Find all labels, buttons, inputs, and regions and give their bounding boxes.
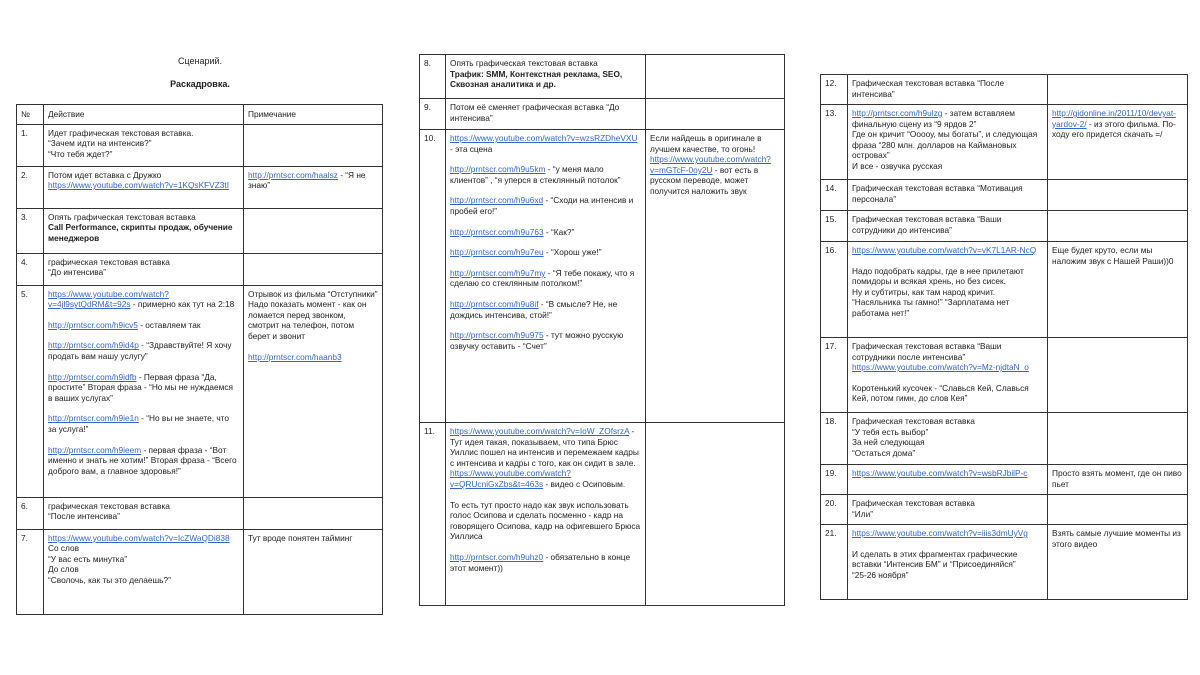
text: - “В смысле? Не, не дождись интенсива, стой!” xyxy=(450,298,618,320)
paragraph xyxy=(450,164,641,185)
text: - “Сходи на интенсив и пробей его!” xyxy=(450,195,634,216)
paragraph xyxy=(852,214,1043,235)
table-row xyxy=(17,497,383,529)
table-row xyxy=(821,465,1188,495)
paragraph xyxy=(650,133,780,154)
note-cell xyxy=(244,124,383,166)
table-row xyxy=(420,130,785,423)
paragraph-gap xyxy=(852,539,1043,549)
url-link[interactable]: http://prntscr.com/h9u7eu xyxy=(450,247,544,258)
paragraph xyxy=(248,299,378,341)
text: Опять графическая текстовая вставка xyxy=(450,58,598,68)
url-link[interactable]: http://prntscr.com/h9u8if xyxy=(450,298,539,309)
row-number: 15. xyxy=(821,211,848,242)
note-cell xyxy=(244,529,383,614)
action-cell xyxy=(44,497,244,529)
table-row xyxy=(420,55,785,99)
row-number: 14. xyxy=(821,180,848,211)
action-cell xyxy=(848,338,1048,413)
text: И сделать в этих фрагментах графические вставки “Интенсив БМ” и “Присоединяйся” xyxy=(852,548,1018,570)
table-row xyxy=(821,495,1188,525)
action-cell xyxy=(446,130,646,423)
row-number: 7. xyxy=(17,529,44,614)
paragraph-gap xyxy=(450,289,641,299)
row-number: 6. xyxy=(17,497,44,529)
text: “Что тебя ждет?” xyxy=(48,148,113,159)
table-row xyxy=(821,338,1188,413)
text: И все - озвучка русская xyxy=(852,160,943,171)
paragraph xyxy=(450,330,641,351)
url-link[interactable]: http://prntscr.com/h9u975 xyxy=(450,330,544,341)
note-cell xyxy=(244,285,383,497)
text: Графическая текстовая вставка “После интенсива” xyxy=(852,78,1005,99)
text: Графическая текстовая вставка “Ваши сотрудники до интенсива” xyxy=(852,214,1002,235)
bold-text: Трафик: SMM, Контекстная реклама, SEO, Сквозная аналитика и др. xyxy=(450,68,623,90)
note-cell xyxy=(646,99,785,130)
action-cell xyxy=(848,495,1048,525)
row-number: 11. xyxy=(420,423,446,606)
document-page-3 xyxy=(805,0,1200,675)
text: Потом идет вставка с Дружко xyxy=(48,169,162,180)
paragraph xyxy=(450,58,641,69)
paragraph xyxy=(48,413,239,434)
text: “Зачем идти на интенсив?” xyxy=(48,138,152,149)
paragraph xyxy=(48,128,239,139)
text: “Или” xyxy=(852,508,873,519)
row-number: 18. xyxy=(821,413,848,465)
paragraph xyxy=(450,247,641,258)
text: - “Я не знаю” xyxy=(248,169,366,191)
paragraph xyxy=(48,170,239,181)
paragraph xyxy=(450,468,641,489)
text: До слов xyxy=(48,564,79,575)
url-link[interactable]: http://prntscr.com/h9u5km xyxy=(450,164,546,175)
text: Взять самые лучшие моменты из этого видео xyxy=(1052,528,1181,549)
text: “После интенсива” xyxy=(48,511,120,522)
paragraph xyxy=(852,448,1043,459)
url-link[interactable]: http://prntscr.com/haalsz xyxy=(248,169,338,180)
note-cell xyxy=(646,130,785,423)
paragraph-gap xyxy=(450,237,641,247)
table-header-row xyxy=(17,105,383,125)
paragraph-gap xyxy=(48,362,239,372)
table-row xyxy=(17,253,383,285)
table-row xyxy=(821,242,1188,338)
document-title: Сценарий. xyxy=(177,56,223,66)
paragraph xyxy=(1052,108,1183,140)
url-link[interactable]: http://prntscr.com/h9icv5 xyxy=(48,319,138,330)
paragraph-gap xyxy=(450,542,641,552)
paragraph-gap xyxy=(48,310,239,320)
paragraph xyxy=(1052,528,1183,549)
paragraph-gap xyxy=(450,154,641,164)
table-row xyxy=(420,99,785,130)
url-link[interactable]: http://prntscr.com/h9u7my xyxy=(450,267,546,278)
text: За ней следующая xyxy=(852,437,925,448)
paragraph xyxy=(852,287,1043,319)
paragraph xyxy=(1052,245,1183,266)
text: - “Хорош уже!” xyxy=(543,247,602,258)
text: Надо подобрать кадры, где в нее прилетают помидоры и всякая хрень, но без сисек. xyxy=(852,265,1024,287)
paragraph xyxy=(48,501,239,512)
table-row xyxy=(17,208,383,253)
paragraph xyxy=(450,299,641,320)
note-cell xyxy=(1048,75,1188,105)
text: Просто взять момент, где он пиво пьет xyxy=(1052,468,1182,489)
row-number: 4. xyxy=(17,253,44,285)
paragraph xyxy=(852,383,1043,404)
text: “У тебя есть выбор” xyxy=(852,426,929,437)
note-cell xyxy=(1048,211,1188,242)
paragraph xyxy=(450,268,641,289)
paragraph xyxy=(852,341,1043,362)
table-row xyxy=(821,525,1188,600)
paragraph-gap xyxy=(48,330,239,340)
paragraph xyxy=(852,416,1043,427)
note-cell xyxy=(646,423,785,606)
paragraph xyxy=(48,257,239,268)
paragraph-gap xyxy=(450,185,641,195)
text: Со слов xyxy=(48,543,80,554)
table-row xyxy=(17,124,383,166)
note-cell xyxy=(1048,180,1188,211)
paragraph xyxy=(852,183,1043,204)
row-number: 13. xyxy=(821,105,848,180)
paragraph xyxy=(450,195,641,216)
url-link[interactable]: http://prntscr.com/h9idfb xyxy=(48,371,137,382)
text: - Первая фраза “Да, простите” Вторая фраза - “Но мы не нуждаемся в ваших услугах” xyxy=(48,371,233,403)
text: Надо показать момент - как он ломается перед звонком, смотрит на телефон, потом берет и звонит xyxy=(248,299,367,341)
paragraph xyxy=(852,129,1043,161)
text: - оставляем так xyxy=(137,319,201,330)
action-cell xyxy=(44,124,244,166)
paragraph-gap xyxy=(450,258,641,268)
action-cell xyxy=(446,99,646,130)
text: “Сволочь, как ты это делаешь?” xyxy=(48,574,171,585)
row-number: 5. xyxy=(17,285,44,497)
row-number: 8. xyxy=(420,55,446,99)
text: - “Как?” xyxy=(543,226,575,237)
paragraph xyxy=(852,362,1043,373)
paragraph xyxy=(48,372,239,404)
note-cell xyxy=(1048,242,1188,338)
text: “До интенсива” xyxy=(48,267,106,278)
url-link[interactable]: http://prntscr.com/h9ulzg xyxy=(852,108,943,118)
table-row xyxy=(420,423,785,606)
url-link[interactable]: https://www.youtube.com/watch?v=vK7L1AR-NcQ xyxy=(852,245,1037,255)
paragraph xyxy=(48,222,239,243)
row-number: 3. xyxy=(17,208,44,253)
text: Еще будет круто, если мы наложим звук с Нашей Раши))0 xyxy=(1052,245,1174,266)
note-cell xyxy=(1048,413,1188,465)
paragraph xyxy=(48,212,239,223)
storyboard-table-1 xyxy=(16,104,383,615)
paragraph xyxy=(48,575,239,586)
text: - первая фраза - “Вот именно и знать не хотим!” Вторая фраза - “Всего доброго вам, а главное здоровья!” xyxy=(48,444,237,476)
action-cell xyxy=(848,242,1048,338)
paragraph xyxy=(450,69,641,90)
paragraph xyxy=(48,564,239,575)
row-number: 19. xyxy=(821,465,848,495)
url-link[interactable]: https://www.youtube.com/watch?v=wsbRJbilP-c xyxy=(852,468,1028,478)
row-number: 17. xyxy=(821,338,848,413)
storyboard-table-2 xyxy=(419,54,785,606)
header-action: Действие xyxy=(44,105,244,125)
url-link[interactable]: http://prntscr.com/h9u6xd xyxy=(450,195,544,206)
url-link[interactable]: https://www.youtube.com/watch?v=QRUcniGxZbs&t=463s xyxy=(450,468,571,489)
header-number: № xyxy=(17,105,44,125)
text: Опять графическая текстовая вставка xyxy=(48,211,196,222)
paragraph xyxy=(852,427,1043,438)
action-cell xyxy=(44,529,244,614)
text: Коротенький кусочек - “Славься Кей, Славься Кей, потом гимн, до слов Кея” xyxy=(852,382,1029,404)
action-cell xyxy=(848,211,1048,242)
note-cell xyxy=(244,253,383,285)
text: - “Я тебе покажу, что я сделаю со стеклянным потолком!” xyxy=(450,267,635,289)
paragraph xyxy=(852,78,1043,99)
text: То есть тут просто надо как звук использовать голос Осипова и сделать посменно - кадр на говорящего Осипова, кадр на офигевшего Брюса Уиллиса xyxy=(450,499,641,542)
paragraph xyxy=(852,437,1043,448)
text: - вот есть в русском переводе, может получится наложить звук xyxy=(650,164,759,196)
action-cell xyxy=(44,285,244,497)
paragraph-gap xyxy=(450,490,641,500)
text: графическая текстовая вставка xyxy=(48,256,170,267)
table-row xyxy=(17,285,383,497)
document-page-1 xyxy=(0,0,400,675)
paragraph xyxy=(450,227,641,238)
note-cell xyxy=(244,208,383,253)
url-link[interactable]: http://prntscr.com/h9id4p xyxy=(48,340,139,351)
note-cell xyxy=(1048,338,1188,413)
paragraph xyxy=(852,498,1043,509)
paragraph-gap xyxy=(852,256,1043,266)
url-link[interactable]: https://www.youtube.com/watch?v=4jl9sytQdRM&t=92s xyxy=(48,288,169,310)
table-row xyxy=(17,529,383,614)
note-cell xyxy=(646,55,785,99)
text: - Тут идея такая, показываем, что типа Брюс Уиллис пошел на интенсив и перемежаем кадры с интенсива и кадры с того, как он сидит в зале. xyxy=(450,426,639,468)
paragraph xyxy=(48,289,239,310)
paragraph xyxy=(852,528,1043,539)
row-number: 9. xyxy=(420,99,446,130)
paragraph xyxy=(450,426,641,468)
paragraph xyxy=(450,552,641,573)
text: Потом её сменяет графическая вставка “До интенсива” xyxy=(450,102,620,123)
text: - “Здравствуйте! Я хочу продать вам нашу услугу” xyxy=(48,340,232,361)
document-subtitle: Раскадровка. xyxy=(170,79,230,89)
text: - видео с Осиповым. xyxy=(543,478,626,489)
table-row xyxy=(821,105,1188,180)
bold-text: Call Performance, скрипты продаж, обучение менеджеров xyxy=(48,222,233,243)
paragraph xyxy=(852,549,1043,570)
action-cell xyxy=(848,105,1048,180)
paragraph xyxy=(852,108,1043,129)
url-link[interactable]: https://www.youtube.com/watch?v=IoW_ZOfsrzA xyxy=(450,426,630,436)
action-cell xyxy=(848,465,1048,495)
paragraph-gap xyxy=(248,342,378,352)
row-number: 1. xyxy=(17,124,44,166)
text: - примерно как тут на 2:18 xyxy=(130,299,235,310)
paragraph-gap xyxy=(450,320,641,330)
url-link[interactable]: https://www.youtube.com/watch?v=IcZWaQDi838 xyxy=(48,532,230,543)
paragraph xyxy=(852,468,1043,479)
action-cell xyxy=(44,166,244,208)
text: - “Но вы не знаете, что за услуга!” xyxy=(48,413,229,434)
paragraph xyxy=(450,133,641,154)
text: - из этого фильма. По-ходу его придется скачать =/ xyxy=(1052,118,1176,140)
url-link[interactable]: https://www.youtube.com/watch?v=Mz-njdtaN_o xyxy=(852,362,1029,373)
text: Отрывок из фильма “Отступники” xyxy=(248,288,378,299)
action-cell xyxy=(44,253,244,285)
text: “У вас есть минутка” xyxy=(48,553,127,564)
url-link[interactable]: http://prntscr.com/h9ie1n xyxy=(48,413,139,424)
paragraph xyxy=(48,543,239,554)
paragraph xyxy=(48,138,239,149)
url-link[interactable]: http://prntscr.com/haanb3 xyxy=(248,351,342,362)
action-cell xyxy=(44,208,244,253)
paragraph xyxy=(48,320,239,331)
paragraph xyxy=(48,511,239,522)
row-number: 2. xyxy=(17,166,44,208)
text: Ну и субтитры, как там народ кричит. “Насяльника ты гамно!” “Зарплатама нет работама нет!” xyxy=(852,286,1010,318)
paragraph xyxy=(450,102,641,123)
text: Тут вроде понятен тайминг xyxy=(248,532,353,543)
paragraph xyxy=(852,266,1043,287)
paragraph xyxy=(248,289,378,300)
row-number: 20. xyxy=(821,495,848,525)
paragraph-gap xyxy=(852,373,1043,383)
url-link[interactable]: http://gidonline.in/2011/10/devyat-yardov-2/ xyxy=(1052,108,1176,129)
url-link[interactable]: http://prntscr.com/h9ieem xyxy=(48,444,142,455)
paragraph xyxy=(852,509,1043,520)
table-row xyxy=(821,413,1188,465)
note-cell xyxy=(1048,465,1188,495)
text: Графическая текстовая вставка “Мотивация персонала” xyxy=(852,183,1023,204)
row-number: 16. xyxy=(821,242,848,338)
row-number: 10. xyxy=(420,130,446,423)
text: - “у меня мало клиентов” , “я уперся в стеклянный потолок” xyxy=(450,164,621,185)
url-link[interactable]: https://www.youtube.com/watch?v=mGTcF-0oy2U xyxy=(650,154,771,175)
url-link[interactable]: https://www.youtube.com/watch?v=iiis3dmUyVg xyxy=(852,528,1028,538)
document-page-2 xyxy=(405,0,800,675)
note-cell xyxy=(244,497,383,529)
url-link[interactable]: http://prntscr.com/h9uhz0 xyxy=(450,551,544,562)
paragraph xyxy=(852,570,1043,581)
table-row xyxy=(821,180,1188,211)
paragraph xyxy=(48,267,239,278)
text: Если найдешь в оригинале в лучшем качестве, то огонь! xyxy=(650,133,762,154)
url-link[interactable]: https://www.youtube.com/watch?v=1KQsKFVZ3tI xyxy=(48,180,229,191)
text: Графическая текстовая вставка xyxy=(852,416,975,426)
row-number: 12. xyxy=(821,75,848,105)
text: - эта сцена xyxy=(450,143,493,154)
table-row xyxy=(821,211,1188,242)
action-cell xyxy=(848,75,1048,105)
text: графическая текстовая вставка xyxy=(48,500,170,511)
header-note: Примечание xyxy=(244,105,383,125)
note-cell xyxy=(1048,525,1188,600)
paragraph xyxy=(48,149,239,160)
paragraph xyxy=(48,554,239,565)
text: Графическая текстовая вставка “Ваши сотрудники после интенсива” xyxy=(852,341,1002,362)
table-row xyxy=(17,166,383,208)
paragraph xyxy=(852,245,1043,256)
paragraph xyxy=(852,161,1043,172)
paragraph xyxy=(1052,468,1183,489)
paragraph xyxy=(48,180,239,191)
paragraph xyxy=(248,170,378,191)
action-cell xyxy=(446,55,646,99)
action-cell xyxy=(848,525,1048,600)
url-link[interactable]: https://www.youtube.com/watch?v=wzsRZDheVXU xyxy=(450,133,638,143)
text: - затем вставляем финальную сцену из “9 ярдов 2” xyxy=(852,108,1015,129)
note-cell xyxy=(1048,105,1188,180)
text: - обязательно в конце этот момент)) xyxy=(450,551,631,573)
text: Графическая текстовая вставка xyxy=(852,498,975,508)
paragraph xyxy=(248,352,378,363)
action-cell xyxy=(848,413,1048,465)
storyboard-table-3 xyxy=(820,74,1188,600)
paragraph-gap xyxy=(450,217,641,227)
text: “25-26 ноября” xyxy=(852,569,909,580)
paragraph-gap xyxy=(48,403,239,413)
text: Идет графическая текстовая вставка. xyxy=(48,127,194,138)
action-cell xyxy=(848,180,1048,211)
paragraph-gap xyxy=(48,435,239,445)
paragraph xyxy=(650,154,780,196)
url-link[interactable]: http://prntscr.com/h9u763 xyxy=(450,226,544,237)
text: Где он кричит “Ооооу, мы богаты”, и следующая фраза “280 млн. долларов на Каймановых островах” xyxy=(852,129,1038,161)
text: - тут можно русскую озвучку оставить - “Счет” xyxy=(450,330,624,351)
action-cell xyxy=(446,423,646,606)
row-number: 21. xyxy=(821,525,848,600)
note-cell xyxy=(1048,495,1188,525)
text: “Остаться дома” xyxy=(852,447,916,458)
paragraph xyxy=(48,533,239,544)
paragraph xyxy=(248,533,378,544)
paragraph xyxy=(450,500,641,542)
table-row xyxy=(821,75,1188,105)
paragraph xyxy=(48,445,239,477)
paragraph xyxy=(48,340,239,361)
note-cell xyxy=(244,166,383,208)
